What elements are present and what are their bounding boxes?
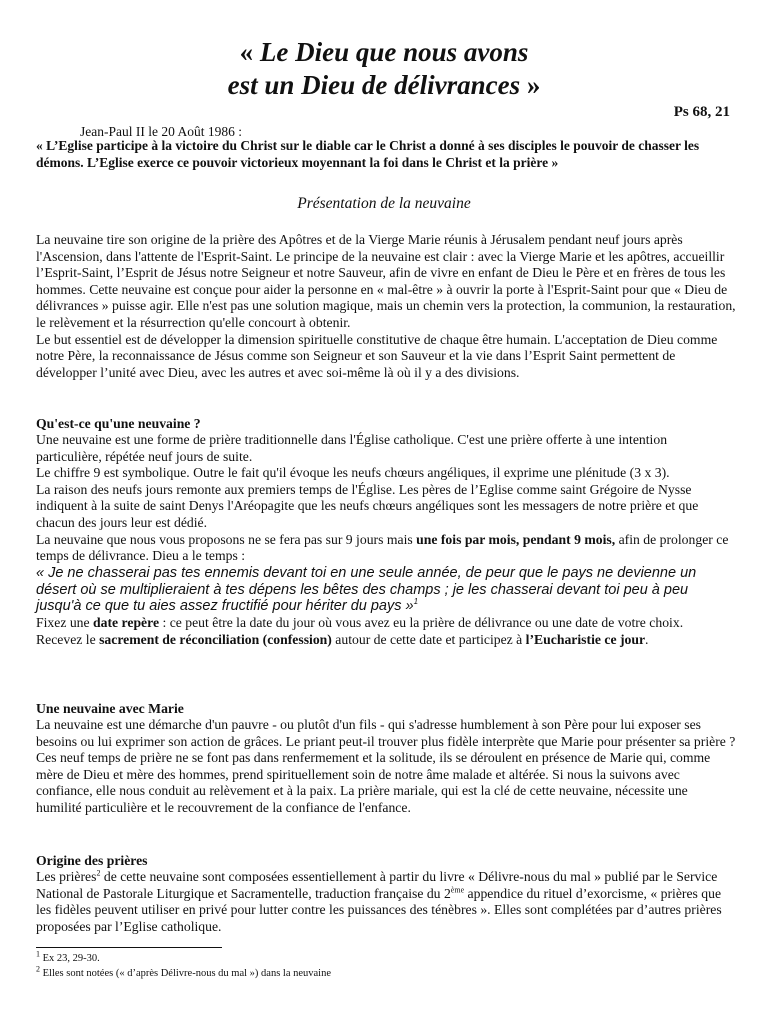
attribution: Jean-Paul II le 20 Août 1986 : — [80, 124, 242, 139]
title-close-quote: » — [520, 70, 541, 100]
title-line-1 — [0, 36, 768, 68]
footnote-2-number: 2 — [36, 964, 40, 974]
pope-quote: « L’Eglise participe à la victoire du Christ sur le diable car le Christ a donné à ses disciples le pouvoir de chasser les démons. L’Eglise exerce ce pouvoir victorieux moyennant la foi dans le Christ et la prière » — [36, 138, 700, 170]
section-what-is-neuvaine — [36, 432, 736, 648]
scripture-text: « Je ne chasserai pas tes ennemis devant toi en une seule année, de peur que le pays ne devienne un désert où se multiplieraient à tes dépens les bêtes des champs ; je les chasserai devant toi peu à peu jusqu'à ce que tu aies assez fructifié pour hériter du pays » — [36, 564, 697, 615]
p5-text-a: Fixez une — [36, 615, 94, 631]
p6-bold-1: sacrement de réconciliation (confession) — [99, 631, 332, 647]
footnote-2-text: Elles sont notées (« d’après Délivre-nous du mal ») dans la neuvaine — [40, 968, 332, 979]
scripture-quote — [36, 565, 736, 615]
title-line-2 — [0, 69, 768, 101]
psalm-reference: Ps 68, 21 — [673, 104, 730, 120]
footnote-1-text: Ex 23, 29-30. — [40, 953, 100, 964]
ordinal-suffix: ème — [450, 885, 465, 895]
p1-text-c: appendice du rituel d’exorcisme, « prières que les fidèles peuvent utiliser en privé pour lutter contre les puissances des ténèbres ». Elles sont complétées par d’autres prières proposées par l’Eglise catholique. — [36, 885, 722, 934]
heading-origin-prayers: Origine des prières — [36, 853, 148, 868]
section1-paragraph-1: Une neuvaine est une forme de prière traditionnelle dans l'Église catholique. C'est une prière offerte à une intention particulière, répétée neuf jours de suite. — [36, 432, 668, 464]
title-open-quote: « — [239, 37, 260, 67]
title-text-1: Le Dieu que nous avons — [259, 37, 529, 67]
intro-paragraph-1: La neuvaine tire son origine de la prière des Apôtres et de la Vierge Marie réunis à Jérusalem pendant neuf jours après l'Ascension, dans l'attente de l'Esprit-Saint. Le principe de la neuvaine est clair : avec la Vierge Marie et les apôtres, accueillir l’Esprit-Saint, l’Esprit de Jésus notre Seigneur et notre Sauveur, afin de vivre en enfant de Dieu le Père et en frères de tous les hommes. Cette neuvaine est conçue pour aider la personne en « mal-être » à ouvrir la porte à l'Esprit-Saint pour que « Dieu de délivrances » puisse agir. Elle n'est pas une solution magique, mais un chemin vers la protection, la communion, la restauration, le relèvement et la résurrection qu'elle concourt à obtenir. — [36, 232, 736, 330]
p5-bold: date repère — [93, 615, 160, 631]
p5-text-c: : ce peut être la date du jour où vous avez eu la prière de délivrance ou une date de votre choix. — [159, 615, 684, 631]
intro-block — [36, 232, 736, 381]
heading-what-is-neuvaine: Qu'est-ce qu'une neuvaine ? — [36, 416, 201, 431]
footnote-2 — [36, 964, 332, 979]
intro-paragraph-2: Le but essentiel est de développer la dimension spirituelle constitutive de chaque être humain. L'acceptation de Dieu comme notre Père, la reconnaissance de Jésus comme son Seigneur et son Sauveur et la vie dans l’Esprit Saint permettent de développer l’unité avec Dieu, avec les autres et avec soi-même là où il y a des divisions. — [36, 331, 718, 380]
footnote-divider — [36, 947, 222, 948]
section1-paragraph-6 — [36, 632, 736, 649]
p1-text-b: de cette neuvaine sont composées essentiellement à partir du livre « Délivre-nous du mal » publié par le Service National de Pastorale Liturgique et Sacramentelle, traduction française du 2 — [36, 869, 718, 901]
footnote-1-number: 1 — [36, 949, 40, 959]
section2-paragraph-2: Ces neuf temps de prière ne se font pas dans renfermement et la solitude, ils se déroulent en présence de Marie qui, comme mère de Dieu et mère des hommes, prend spirituellement soin de notre âme malade et altérée. Si nous la suivons avec confiance, elle nous conduit au relèvement et à la paix. La prière mariale, qui est la clé de cette neuvaine, nécessite une humilité particulière et le recouvrement de la confiance de l'enfance. — [36, 750, 711, 815]
section-origin-prayers — [36, 869, 736, 935]
p4-text-c: afin de prolonger ce temps de délivrance. Dieu a le temps : — [36, 531, 729, 564]
p6-text-c: autour de cette date et participez à — [331, 631, 526, 647]
section1-paragraph-3: La raison des neufs jours remonte aux premiers temps de l'Église. Les pères de l’Eglise comme saint Grégoire de Nysse indiquent à la suite de saint Denys l'Aréopagite que les neufs chœurs angéliques sont les messagers de notre prière et que chacun des jours leur est dédié. — [36, 481, 699, 530]
section3-paragraph-1 — [36, 869, 736, 935]
heading-neuvaine-with-marie: Une neuvaine avec Marie — [36, 701, 184, 716]
footnote-1 — [36, 949, 100, 964]
section1-paragraph-2: Le chiffre 9 est symbolique. Outre le fait qu'il évoque les neufs chœurs angéliques, il exprime une plénitude (3 x 3). — [36, 465, 670, 481]
p1-text-a: Les prières — [36, 869, 97, 884]
section2-paragraph-1: La neuvaine est une démarche d'un pauvre - ou plutôt d'un fils - qui s'adresse humblement à son Père pour lui exposer ses besoins ou lui exprimer son action de grâces. Le priant peut-il trouver plus fidèle interprète que Marie pour présenter sa prière ? — [36, 717, 736, 749]
p6-text-a: Recevez le — [36, 631, 100, 647]
title-text-2: est un Dieu de délivrances — [227, 70, 521, 100]
section1-paragraph-5 — [36, 615, 736, 632]
p4-text-a: La neuvaine que nous vous proposons ne se fera pas sur 9 jours mais — [36, 531, 417, 547]
section-subtitle: Présentation de la neuvaine — [297, 195, 471, 212]
section1-paragraph-4 — [36, 532, 736, 565]
footnote-ref-1: 1 — [413, 597, 419, 607]
p4-bold: une fois par mois, pendant 9 mois, — [416, 531, 616, 547]
p6-bold-2: l’Eucharistie ce jour — [525, 631, 646, 647]
footnote-ref-2: 2 — [96, 868, 101, 878]
p6-text-e: . — [645, 631, 649, 647]
section-neuvaine-with-marie — [36, 717, 736, 817]
